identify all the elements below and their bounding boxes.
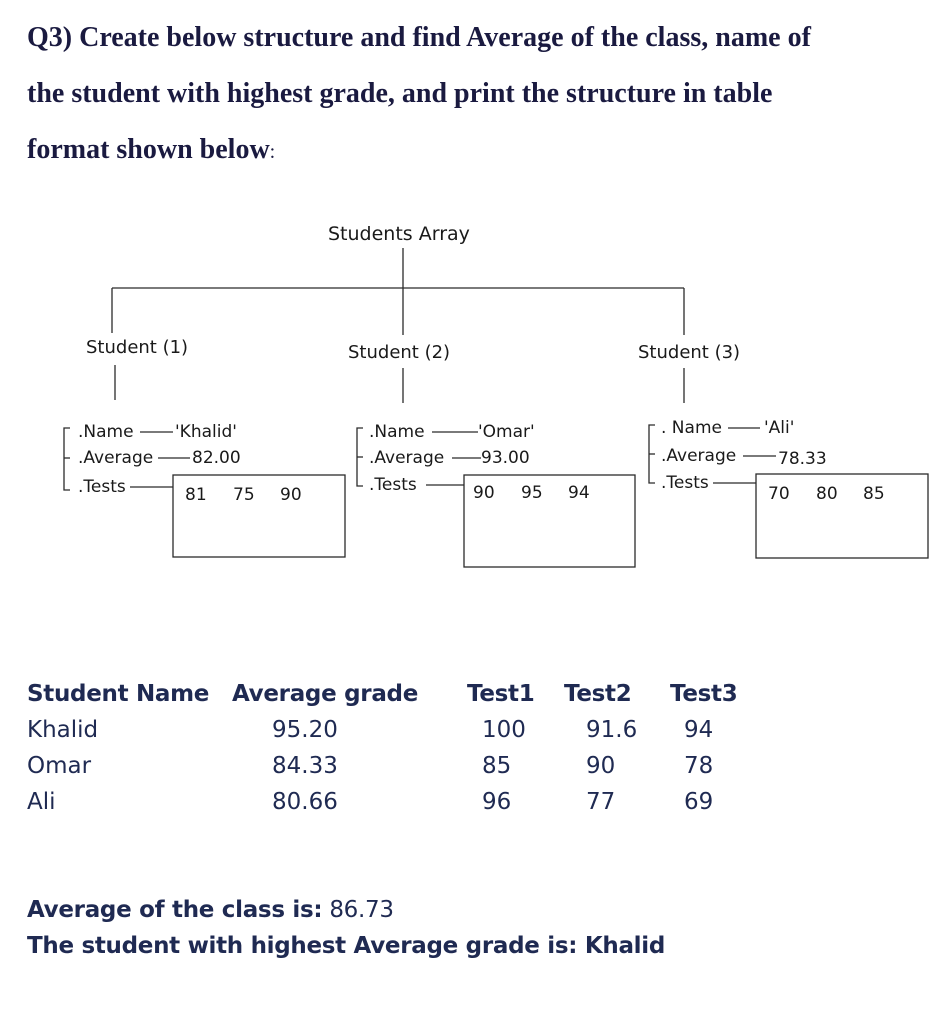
table-row (27, 784, 754, 820)
test-value: 95 (521, 483, 543, 503)
cell-test3: 78 (684, 753, 714, 779)
tests-field-2: .Tests (369, 475, 417, 495)
student-node-1 (64, 337, 345, 557)
cell-test2: 91.6 (586, 717, 638, 743)
cell-test3: 69 (684, 789, 714, 815)
class-average-value: 86.73 (329, 897, 394, 923)
test-value: 70 (768, 484, 790, 504)
header-average-grade: Average grade (232, 681, 418, 707)
cell-test3: 94 (684, 717, 714, 743)
question-line-1: Q3) Create below structure and find Average of the class, name of (27, 22, 811, 53)
name-field-1: .Name (78, 422, 134, 442)
table-header-row (27, 676, 754, 712)
test-value: 85 (863, 484, 885, 504)
header-test1: Test1 (467, 681, 535, 707)
cell-test1: 100 (482, 717, 526, 743)
test-value: 75 (233, 485, 255, 505)
highest-student-text: The student with highest Average grade is: Khalid (27, 933, 665, 959)
root-label: Students Array (328, 223, 470, 245)
average-field-3: .Average (661, 446, 737, 466)
cell-average: 95.20 (272, 717, 338, 743)
table-row (27, 748, 754, 784)
average-value-2: 93.00 (481, 448, 530, 468)
cell-test1: 85 (482, 753, 512, 779)
tests-field-1: .Tests (78, 477, 126, 497)
student-label-3: Student (3) (638, 342, 741, 363)
table-row (27, 712, 754, 748)
question-line-2: the student with highest grade, and print the structure in table (27, 78, 773, 109)
student-label-1: Student (1) (86, 337, 189, 358)
average-value-1: 82.00 (192, 448, 241, 468)
header-student-name: Student Name (27, 681, 210, 707)
cell-student-name: Omar (27, 753, 92, 779)
bracket-1 (64, 428, 70, 490)
highest-student-line (27, 928, 665, 964)
cell-test2: 90 (586, 753, 616, 779)
cell-test2: 77 (586, 789, 616, 815)
test-value: 90 (473, 483, 495, 503)
results-table (27, 676, 754, 820)
question-line-3-text: format shown below (27, 134, 270, 165)
student-node-2 (348, 342, 635, 567)
name-field-2: .Name (369, 422, 425, 442)
class-average-line (27, 892, 665, 928)
name-value-1: 'Khalid' (175, 422, 237, 442)
average-value-3: 78.33 (778, 449, 827, 469)
question-colon: : (269, 141, 276, 163)
summary (27, 892, 665, 964)
student-node-3 (638, 342, 928, 558)
average-field-2: .Average (369, 448, 445, 468)
name-field-3: . Name (661, 418, 722, 438)
test-value: 94 (568, 483, 590, 503)
test-value: 80 (816, 484, 838, 504)
cell-test1: 96 (482, 789, 512, 815)
cell-student-name: Khalid (27, 717, 99, 743)
test-value: 90 (280, 485, 302, 505)
student-label-2: Student (2) (348, 342, 451, 363)
cell-student-name: Ali (27, 789, 56, 815)
average-field-1: .Average (78, 448, 154, 468)
name-value-3: 'Ali' (764, 418, 795, 438)
header-test2: Test2 (564, 681, 632, 707)
header-test3: Test3 (670, 681, 738, 707)
test-value: 81 (185, 485, 207, 505)
name-value-2: 'Omar' (478, 422, 535, 442)
tests-field-3: .Tests (661, 473, 709, 493)
cell-average: 84.33 (272, 753, 338, 779)
class-average-label: Average of the class is: (27, 897, 323, 923)
cell-average: 80.66 (272, 789, 338, 815)
